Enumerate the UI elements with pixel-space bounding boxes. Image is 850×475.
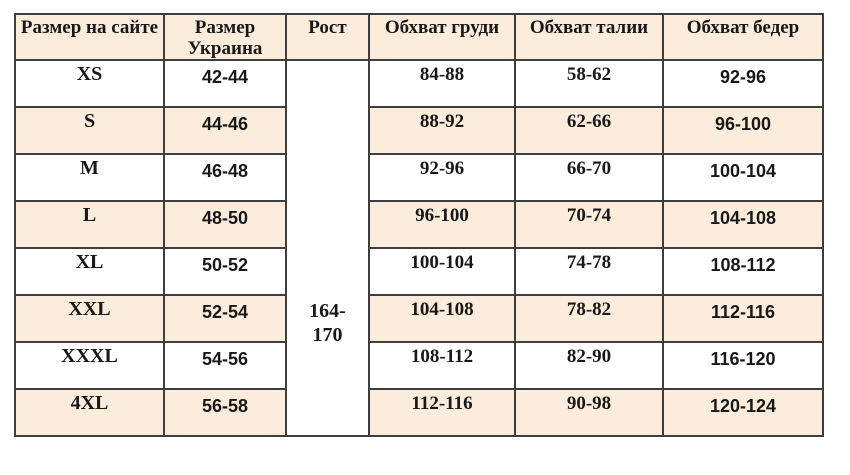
cell-chest: 92-96 (369, 154, 515, 201)
table-row-4xl (15, 389, 823, 436)
cell-hips: 116-120 (663, 342, 823, 389)
col-header-chest: Обхват груди (369, 14, 515, 60)
header-row (15, 14, 823, 60)
cell-waist: 66-70 (515, 154, 663, 201)
table-row-xxl (15, 295, 823, 342)
cell-size-site: XXXL (15, 342, 164, 389)
cell-hips: 108-112 (663, 248, 823, 295)
cell-chest: 108-112 (369, 342, 515, 389)
table-row-xs (15, 60, 823, 107)
table-row-l (15, 201, 823, 248)
cell-waist: 62-66 (515, 107, 663, 154)
cell-size-ua: 54-56 (164, 342, 286, 389)
cell-waist: 78-82 (515, 295, 663, 342)
cell-hips: 100-104 (663, 154, 823, 201)
height-line-2: 170 (312, 324, 343, 346)
cell-waist: 58-62 (515, 60, 663, 107)
cell-chest: 84-88 (369, 60, 515, 107)
cell-chest: 96-100 (369, 201, 515, 248)
cell-size-site: XS (15, 60, 164, 107)
cell-chest: 88-92 (369, 107, 515, 154)
cell-waist: 70-74 (515, 201, 663, 248)
table-row-xl (15, 248, 823, 295)
cell-size-ua: 44-46 (164, 107, 286, 154)
cell-hips: 96-100 (663, 107, 823, 154)
cell-hips: 104-108 (663, 201, 823, 248)
cell-waist: 74-78 (515, 248, 663, 295)
cell-size-site: XL (15, 248, 164, 295)
cell-chest: 104-108 (369, 295, 515, 342)
table-row-s (15, 107, 823, 154)
cell-hips: 120-124 (663, 389, 823, 436)
col-header-size-ukraine: Размер Украина (164, 14, 286, 60)
height-line-1: 164- (309, 300, 346, 322)
cell-hips: 112-116 (663, 295, 823, 342)
cell-waist: 90-98 (515, 389, 663, 436)
cell-size-site: XXL (15, 295, 164, 342)
col-header-height: Рост (286, 14, 369, 60)
cell-size-site: M (15, 154, 164, 201)
col-header-hips: Обхват бедер (663, 14, 823, 60)
cell-hips: 92-96 (663, 60, 823, 107)
cell-size-ua: 52-54 (164, 295, 286, 342)
cell-size-site: S (15, 107, 164, 154)
cell-chest: 112-116 (369, 389, 515, 436)
table-row-m (15, 154, 823, 201)
cell-waist: 82-90 (515, 342, 663, 389)
cell-size-site: 4XL (15, 389, 164, 436)
cell-size-ua: 48-50 (164, 201, 286, 248)
cell-size-ua: 50-52 (164, 248, 286, 295)
table-row-xxxl (15, 342, 823, 389)
cell-height-merged (286, 60, 369, 436)
col-header-size-site: Размер на сайте (15, 14, 164, 60)
col-header-waist: Обхват талии (515, 14, 663, 60)
cell-chest: 100-104 (369, 248, 515, 295)
cell-size-ua: 46-48 (164, 154, 286, 201)
cell-size-site: L (15, 201, 164, 248)
size-chart-table (14, 13, 824, 437)
cell-size-ua: 42-44 (164, 60, 286, 107)
cell-size-ua: 56-58 (164, 389, 286, 436)
